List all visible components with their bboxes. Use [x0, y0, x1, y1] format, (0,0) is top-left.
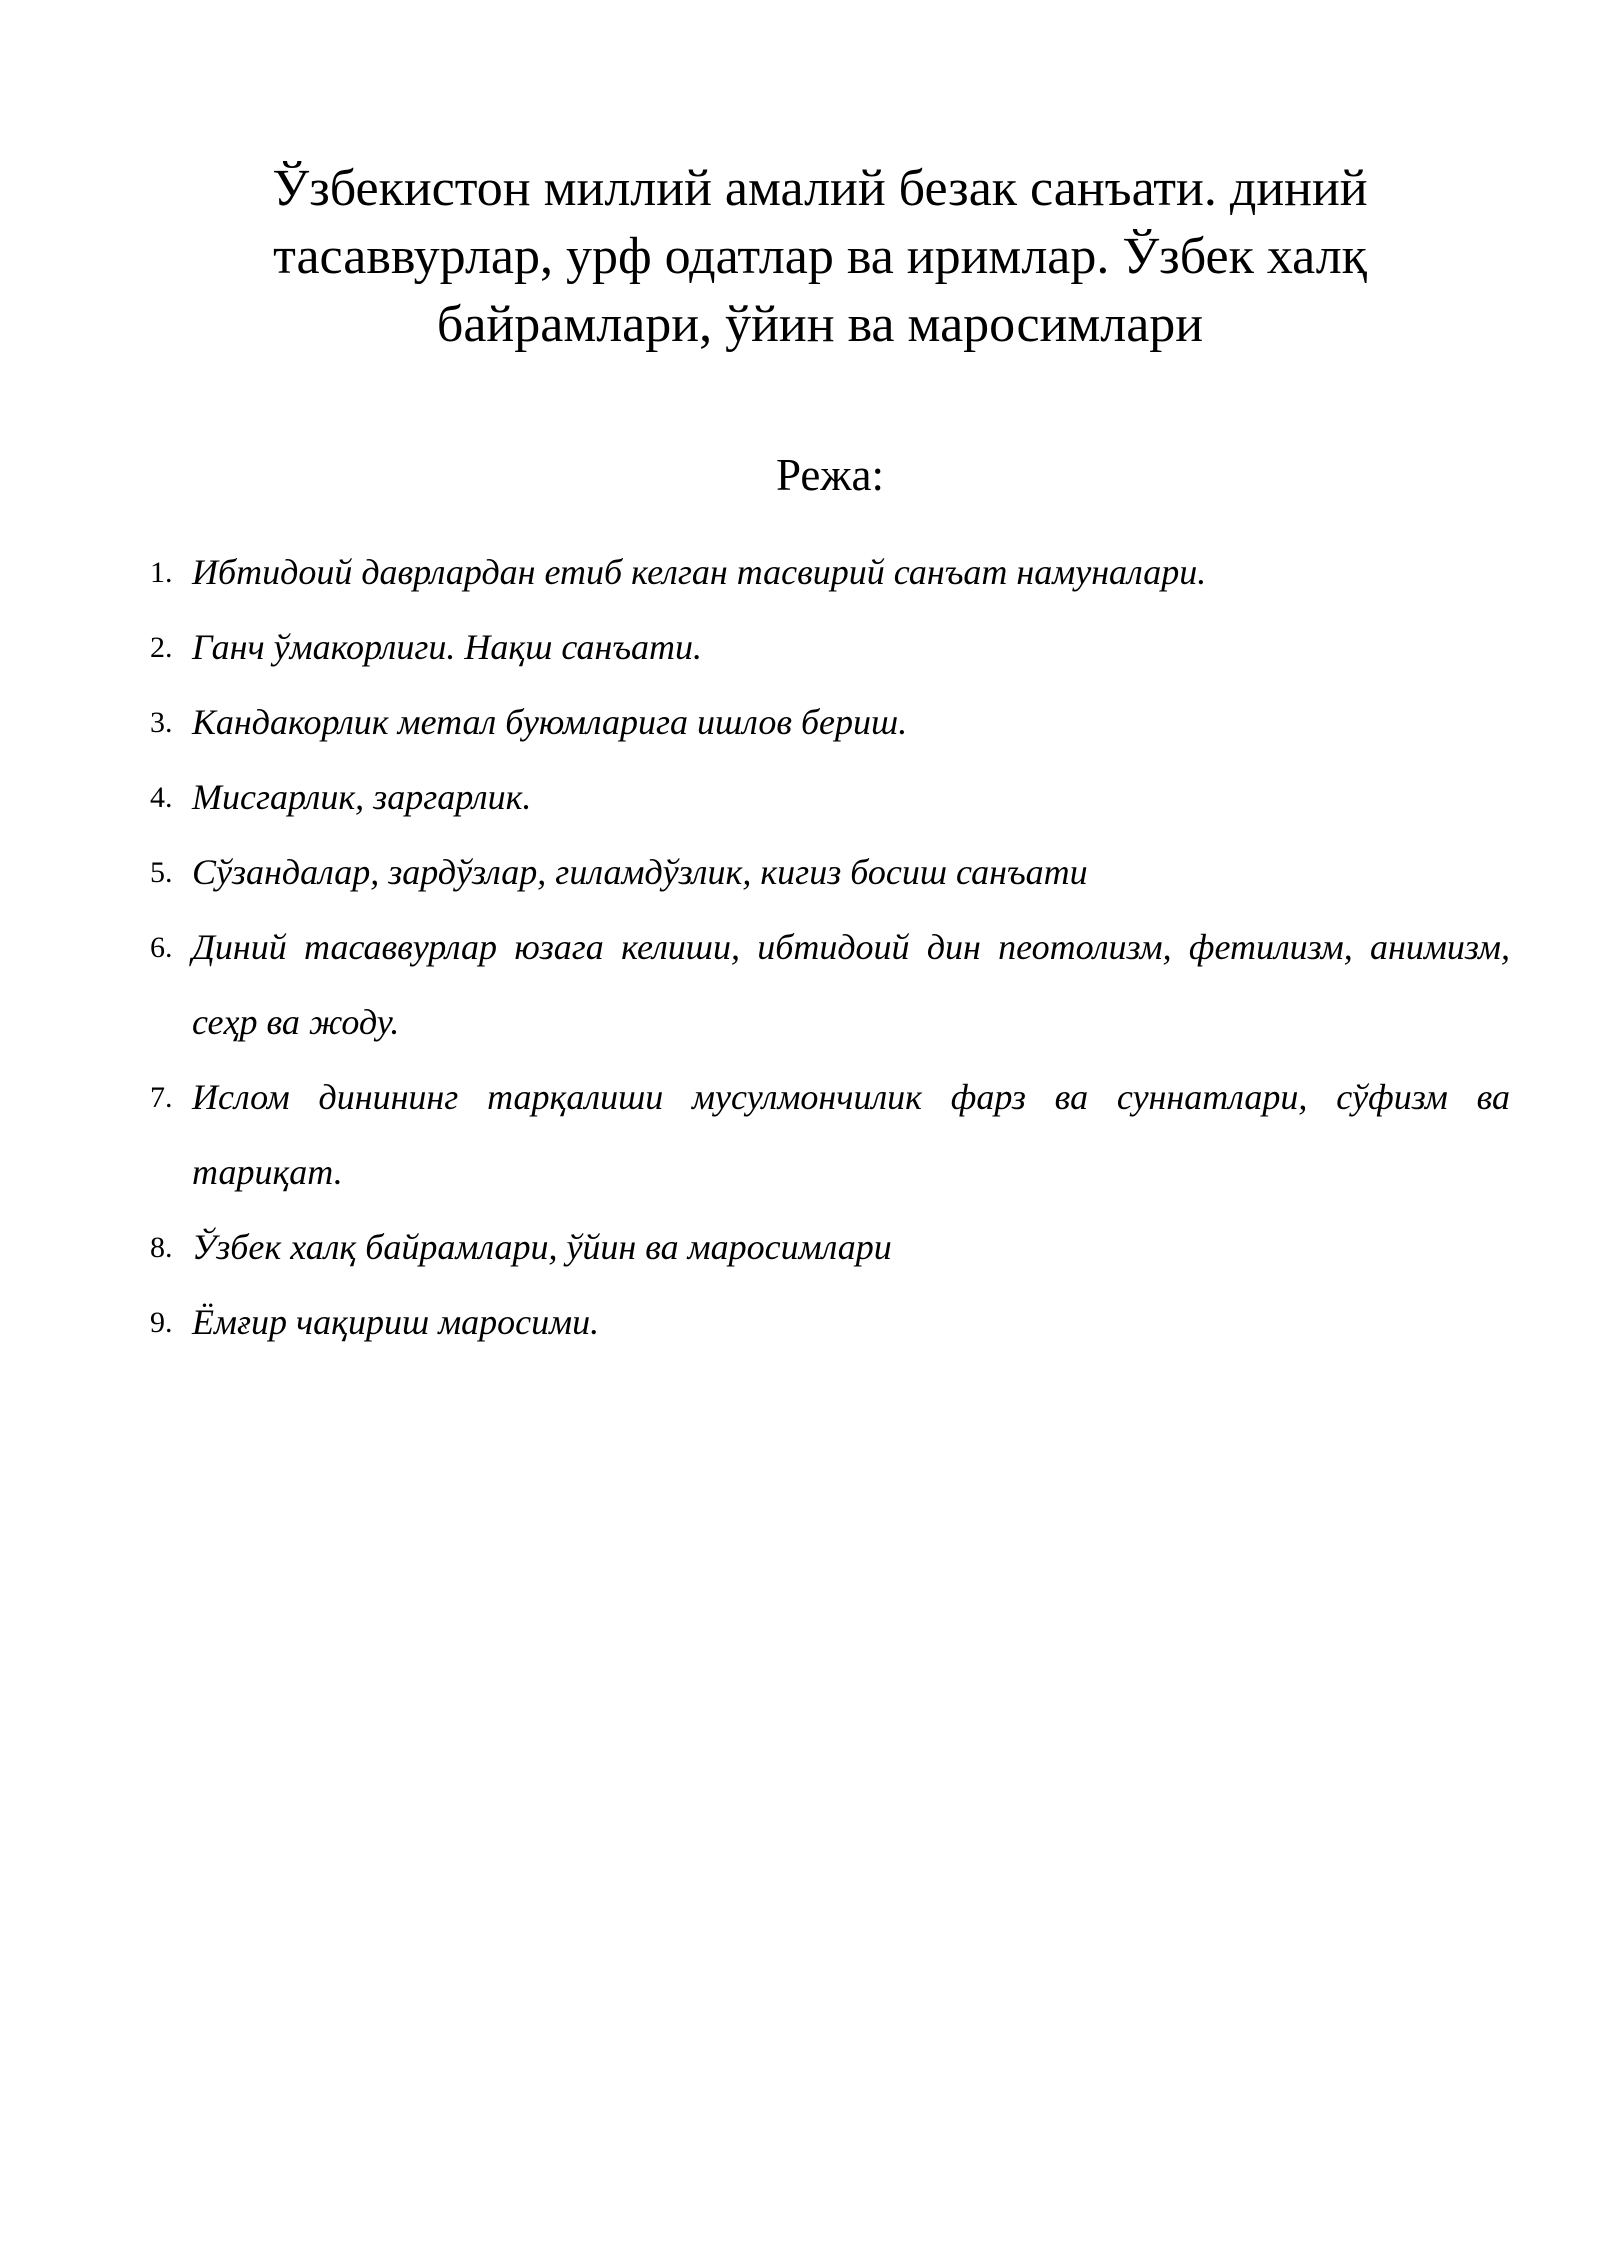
plan-item-9	[150, 1285, 1510, 1360]
plan-item-text: Кандакорлик метал буюмларига ишлов бериш.	[192, 702, 908, 742]
plan-item-number: 7.	[150, 1081, 173, 1114]
plan-item-3	[150, 685, 1510, 760]
plan-item-2	[150, 610, 1510, 685]
plan-item-5	[150, 835, 1510, 910]
plan-list	[150, 535, 1510, 1360]
plan-item-number: 6.	[150, 931, 173, 964]
plan-item-6	[150, 910, 1510, 1060]
plan-item-number: 2.	[150, 631, 173, 664]
plan-item-text: Ўзбек халқ байрамлари, ўйин ва маросимлари	[192, 1227, 892, 1267]
plan-item-1	[150, 535, 1510, 610]
plan-item-text: Диний тасаввурлар юзага келиши, ибтидоий дин пеотолизм, фетилизм, анимизм, сеҳр ва жоду.	[192, 927, 1510, 1042]
plan-item-number: 8.	[150, 1231, 173, 1264]
plan-item-text: Ганч ўмакорлиги. Нақш санъати.	[192, 627, 703, 667]
plan-item-text: Ислом динининг тарқалиши мусулмончилик фарз ва суннатлари, сўфизм ва тариқат.	[192, 1077, 1510, 1192]
plan-item-text: Сўзандалар, зардўзлар, гиламдўзлик, кигиз босиш санъати	[192, 852, 1088, 892]
document-title: Ўзбекистон миллий амалий безак санъати. диний тасаввурлар, урф одатлар ва иримлар. Ўзбек халқ байрамлари, ўйин ва маросимлари	[272, 160, 1368, 353]
plan-item-number: 1.	[150, 556, 173, 589]
plan-item-number: 4.	[150, 781, 173, 814]
plan-item-text: Мисгарлик, заргарлик.	[192, 777, 532, 817]
plan-heading: Режа:	[776, 450, 884, 500]
plan-item-text: Ёмғир чақириш маросими.	[192, 1302, 600, 1342]
plan-item-8	[150, 1210, 1510, 1285]
plan-item-number: 3.	[150, 706, 173, 739]
plan-item-number: 5.	[150, 856, 173, 889]
plan-item-7	[150, 1060, 1510, 1210]
plan-item-text: Ибтидоий даврлардан етиб келган тасвирий санъат намуналари.	[192, 552, 1207, 592]
plan-item-number: 9.	[150, 1306, 173, 1339]
plan-item-4	[150, 760, 1510, 835]
